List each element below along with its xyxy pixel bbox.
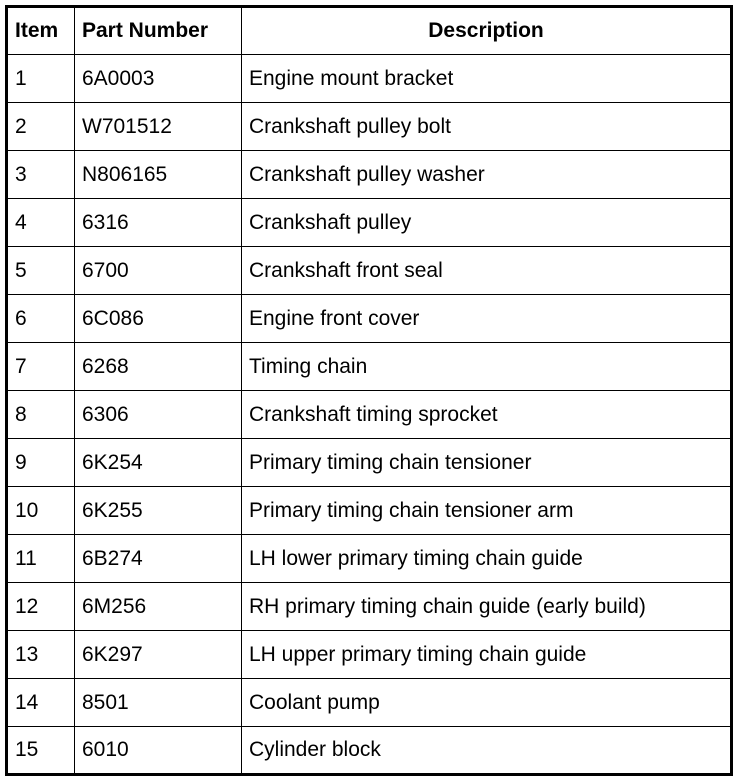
- table-row: [7, 55, 732, 103]
- cell-description: Timing chain: [242, 343, 732, 391]
- cell-part-number: 6K255: [75, 487, 242, 535]
- cell-part-number: 6C086: [75, 295, 242, 343]
- cell-item: 7: [7, 343, 75, 391]
- parts-table: [5, 5, 733, 776]
- cell-description: Coolant pump: [242, 679, 732, 727]
- cell-part-number: 6A0003: [75, 55, 242, 103]
- header-row: [7, 7, 732, 55]
- cell-description: Crankshaft pulley washer: [242, 151, 732, 199]
- table-row: [7, 295, 732, 343]
- table-body: [7, 55, 732, 775]
- table-row: [7, 391, 732, 439]
- table-row: [7, 631, 732, 679]
- table-row: [7, 199, 732, 247]
- header-part-number: Part Number: [75, 7, 242, 55]
- cell-item: 13: [7, 631, 75, 679]
- cell-description: Crankshaft timing sprocket: [242, 391, 732, 439]
- table-row: [7, 247, 732, 295]
- cell-part-number: 6K254: [75, 439, 242, 487]
- table-row: [7, 487, 732, 535]
- cell-item: 10: [7, 487, 75, 535]
- header-item: Item: [7, 7, 75, 55]
- cell-part-number: 6268: [75, 343, 242, 391]
- table-row: [7, 679, 732, 727]
- cell-item: 1: [7, 55, 75, 103]
- cell-part-number: 6M256: [75, 583, 242, 631]
- cell-item: 14: [7, 679, 75, 727]
- cell-part-number: 6K297: [75, 631, 242, 679]
- cell-item: 9: [7, 439, 75, 487]
- cell-description: Primary timing chain tensioner arm: [242, 487, 732, 535]
- cell-description: Engine mount bracket: [242, 55, 732, 103]
- cell-description: Engine front cover: [242, 295, 732, 343]
- table-row: [7, 103, 732, 151]
- cell-part-number: 6316: [75, 199, 242, 247]
- table-row: [7, 727, 732, 775]
- table-row: [7, 151, 732, 199]
- cell-item: 8: [7, 391, 75, 439]
- table-row: [7, 535, 732, 583]
- cell-description: Crankshaft pulley: [242, 199, 732, 247]
- cell-item: 12: [7, 583, 75, 631]
- cell-description: RH primary timing chain guide (early build): [242, 583, 732, 631]
- cell-item: 15: [7, 727, 75, 775]
- cell-part-number: 6010: [75, 727, 242, 775]
- cell-part-number: N806165: [75, 151, 242, 199]
- cell-part-number: 6B274: [75, 535, 242, 583]
- cell-item: 6: [7, 295, 75, 343]
- table-header: [7, 7, 732, 55]
- cell-item: 4: [7, 199, 75, 247]
- table-row: [7, 343, 732, 391]
- cell-item: 11: [7, 535, 75, 583]
- cell-description: Crankshaft front seal: [242, 247, 732, 295]
- table-row: [7, 583, 732, 631]
- cell-item: 5: [7, 247, 75, 295]
- cell-description: LH upper primary timing chain guide: [242, 631, 732, 679]
- cell-description: Crankshaft pulley bolt: [242, 103, 732, 151]
- header-description: Description: [242, 7, 732, 55]
- cell-description: LH lower primary timing chain guide: [242, 535, 732, 583]
- cell-item: 3: [7, 151, 75, 199]
- cell-part-number: 8501: [75, 679, 242, 727]
- cell-item: 2: [7, 103, 75, 151]
- cell-part-number: 6306: [75, 391, 242, 439]
- table-row: [7, 439, 732, 487]
- cell-part-number: 6700: [75, 247, 242, 295]
- cell-description: Primary timing chain tensioner: [242, 439, 732, 487]
- cell-description: Cylinder block: [242, 727, 732, 775]
- cell-part-number: W701512: [75, 103, 242, 151]
